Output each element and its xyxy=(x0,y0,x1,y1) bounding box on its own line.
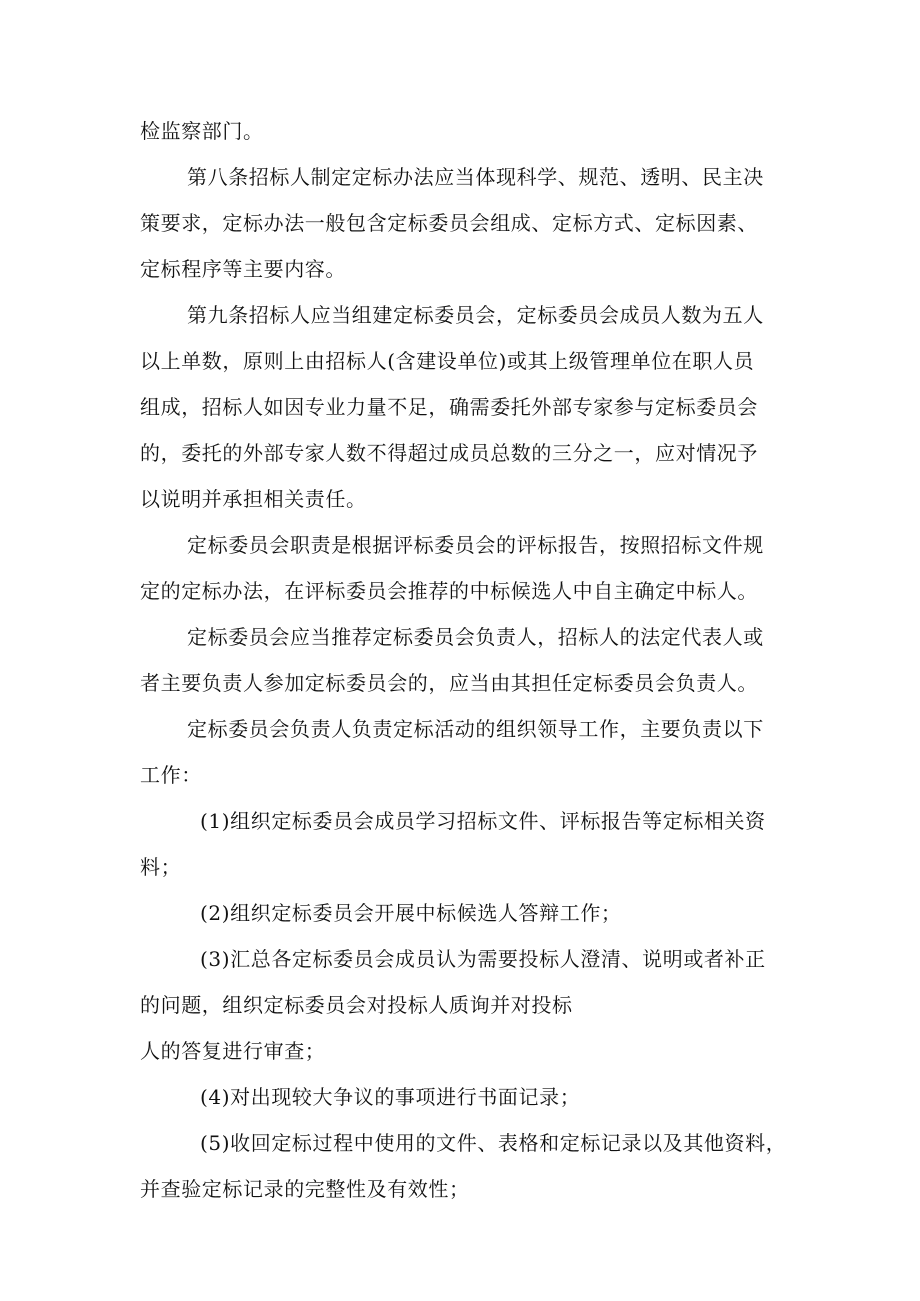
text-line: 定标程序等主要内容。 xyxy=(140,257,346,281)
text-line: 定标委员会职责是根据评标委员会的评标报告，按照招标文件规 xyxy=(187,533,764,557)
text-line: 人的答复进行审查； xyxy=(140,1039,326,1063)
text-line: (4)对出现较大争议的事项进行书面记录； xyxy=(200,1085,581,1109)
text-line: 第八条招标人制定定标办法应当体现科学、规范、透明、民主决 xyxy=(187,165,764,189)
text-line: 定标委员会应当推荐定标委员会负责人，招标人的法定代表人或 xyxy=(187,625,764,649)
text-line: 工作： xyxy=(140,763,202,787)
text-line: 组成，招标人如因专业力量不足，确需委托外部专家参与定标委员会 xyxy=(140,395,758,419)
text-line: (1)组织定标委员会成员学习招标文件、评标报告等定标相关资 xyxy=(200,809,766,833)
text-line: 定标委员会负责人负责定标活动的组织领导工作，主要负责以下 xyxy=(187,717,764,741)
text-line: 者主要负责人参加定标委员会的，应当由其担任定标委员会负责人。 xyxy=(140,671,758,695)
text-line: 以上单数，原则上由招标人(含建设单位)或其上级管理单位在职人员 xyxy=(140,349,755,373)
text-line: 第九条招标人应当组建定标委员会，定标委员会成员人数为五人 xyxy=(187,303,764,327)
text-line: 料； xyxy=(140,855,182,879)
text-line: 以说明并承担相关责任。 xyxy=(140,487,367,511)
text-line: 检监察部门。 xyxy=(140,119,264,143)
document-body xyxy=(140,108,790,1212)
text-line: 的，委托的外部专家人数不得超过成员总数的三分之一，应对情况予 xyxy=(140,441,758,465)
text-line: (2)组织定标委员会开展中标候选人答辩工作； xyxy=(200,901,622,925)
text-line: 的问题，组织定标委员会对投标人质询并对投标 xyxy=(140,993,573,1017)
text-line: 策要求，定标办法一般包含定标委员会组成、定标方式、定标因素、 xyxy=(140,211,758,235)
text-line: (5)收回定标过程中使用的文件、表格和定标记录以及其他资料， xyxy=(200,1131,787,1155)
text-line: (3)汇总各定标委员会成员认为需要投标人澄清、说明或者补正 xyxy=(200,947,766,971)
text-line: 并查验定标记录的完整性及有效性； xyxy=(140,1177,470,1201)
text-line: 定的定标办法，在评标委员会推荐的中标候选人中自主确定中标人。 xyxy=(140,579,758,603)
